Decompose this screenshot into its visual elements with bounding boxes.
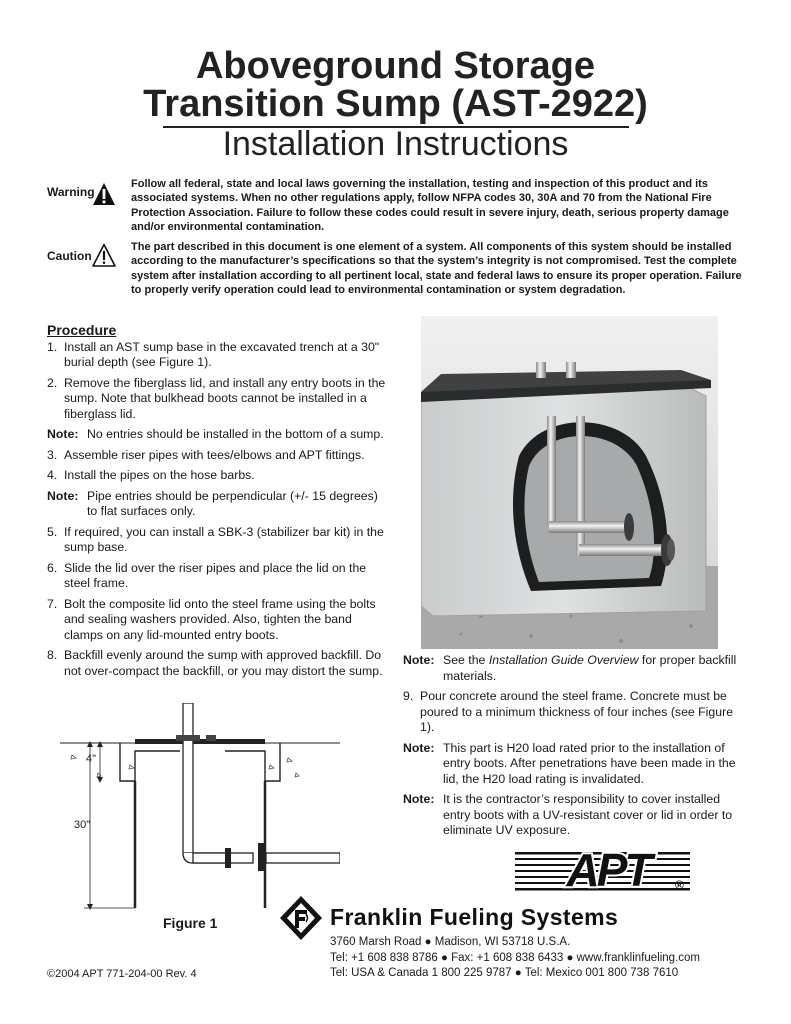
procedure-step: 1. Install an AST sump base in the excavated trench at a 30" burial depth (see Figure 1).: [47, 339, 380, 369]
procedure-step: 5. If required, you can install a SBK-3 (stabilizer bar kit) in the sump base.: [47, 524, 384, 554]
company-contact-secondary: Tel: USA & Canada 1 800 225 9787 ● Tel: Mexico 001 800 738 7610: [330, 967, 679, 979]
caution-label: Caution: [47, 249, 92, 263]
caution-triangle-icon: [92, 243, 116, 267]
procedure-note: Note: No entries should be installed in the bottom of a sump.: [47, 427, 384, 441]
document-title-line2: Transition Sump (AST-2922): [143, 83, 648, 125]
procedure-step: 7. Bolt the composite lid onto the steel frame using the bolts and sealing washers provided. Also, tighten the band clamps on any lid-mounted entry boots.: [47, 596, 376, 642]
uv-exposure-note: Note: It is the contractor’s responsibility to cover installed entry boots with a UV-resistant cover or lid in order to eliminate UV exposure.: [403, 792, 733, 837]
warning-text: Follow all federal, state and local laws governing the installation, testing and inspection of this product and its associated systems. When no other regulations apply, follow NFPA codes 30, 30A and 70 from the National Fire Protection Association. Failure to follow these codes could result in severe injury, death, serious property damage and/or environmental contamination.: [131, 178, 729, 233]
procedure-step: 4. Install the pipes on the hose barbs.: [47, 468, 255, 482]
warning-triangle-icon: [92, 182, 116, 206]
h20-load-note: Note: This part is H20 load rated prior to the installation of entry boots. After penetrations have been made in the lid, the H20 load rating is invalidated.: [403, 740, 736, 786]
procedure-step: 8. Backfill evenly around the sump with approved backfill. Do not over-compact the backfill, or you may distort the sump.: [47, 648, 383, 678]
company-name: Franklin Fueling Systems: [330, 904, 619, 930]
apt-logo-text: APT: [566, 844, 650, 896]
apt-logo: [515, 844, 690, 896]
figure-caption: Figure 1: [163, 915, 218, 931]
document-subtitle: Installation Instructions: [222, 125, 569, 163]
procedure-note: Note: Pipe entries should be perpendicular (+/- 15 degrees) to flat surfaces only.: [47, 488, 378, 518]
company-address: 3760 Marsh Road ● Madison, WI 53718 U.S.A.: [330, 936, 571, 948]
copyright-notice: ©2004 APT 771-204-00 Rev. 4: [47, 968, 197, 980]
warning-label: Warning: [47, 185, 95, 199]
procedure-step: 9. Pour concrete around the steel frame. Concrete must be poured to a minimum thickness of four inches (see Figure 1).: [403, 689, 734, 734]
document-title-line1: Aboveground Storage: [195, 45, 596, 87]
backfill-note: Note: See the Installation Guide Overview for proper backfill materials.: [403, 653, 737, 683]
procedure-step: 3. Assemble riser pipes with tees/elbows and APT fittings.: [47, 447, 365, 462]
caution-text: The part described in this document is one element of a system. All components of this system should be installed according to the manufacturer’s specifications so that the system’s integrity is not compromised. Test the complete system after installation according to all pertinent local, state and federal laws to ensure its proper operation. Failure to properly verify operation could lead to environmental contamination or system degradation.: [131, 241, 742, 296]
right-column-section: [403, 653, 743, 844]
procedure-step: 2. Remove the fiberglass lid, and install any entry boots in the sump. Note that bulkhead boots cannot be installed in a fiberglass lid.: [47, 375, 386, 421]
franklin-fueling-logo-icon: [278, 894, 324, 942]
dimension-30in-label: 30": [74, 819, 91, 831]
procedure-section: [47, 323, 387, 684]
procedure-heading: Procedure: [47, 322, 117, 338]
registered-mark: ®: [675, 878, 684, 892]
procedure-step: 6. Slide the lid over the riser pipes and place the lid on the steel frame.: [47, 560, 367, 590]
sump-product-photo: [421, 316, 718, 649]
dimension-4in-label: 4": [86, 753, 97, 765]
company-contact-primary: Tel: +1 608 838 8786 ● Fax: +1 608 838 6433 ● www.franklinfueling.com: [330, 952, 700, 964]
figure-1-diagram: [60, 703, 340, 913]
